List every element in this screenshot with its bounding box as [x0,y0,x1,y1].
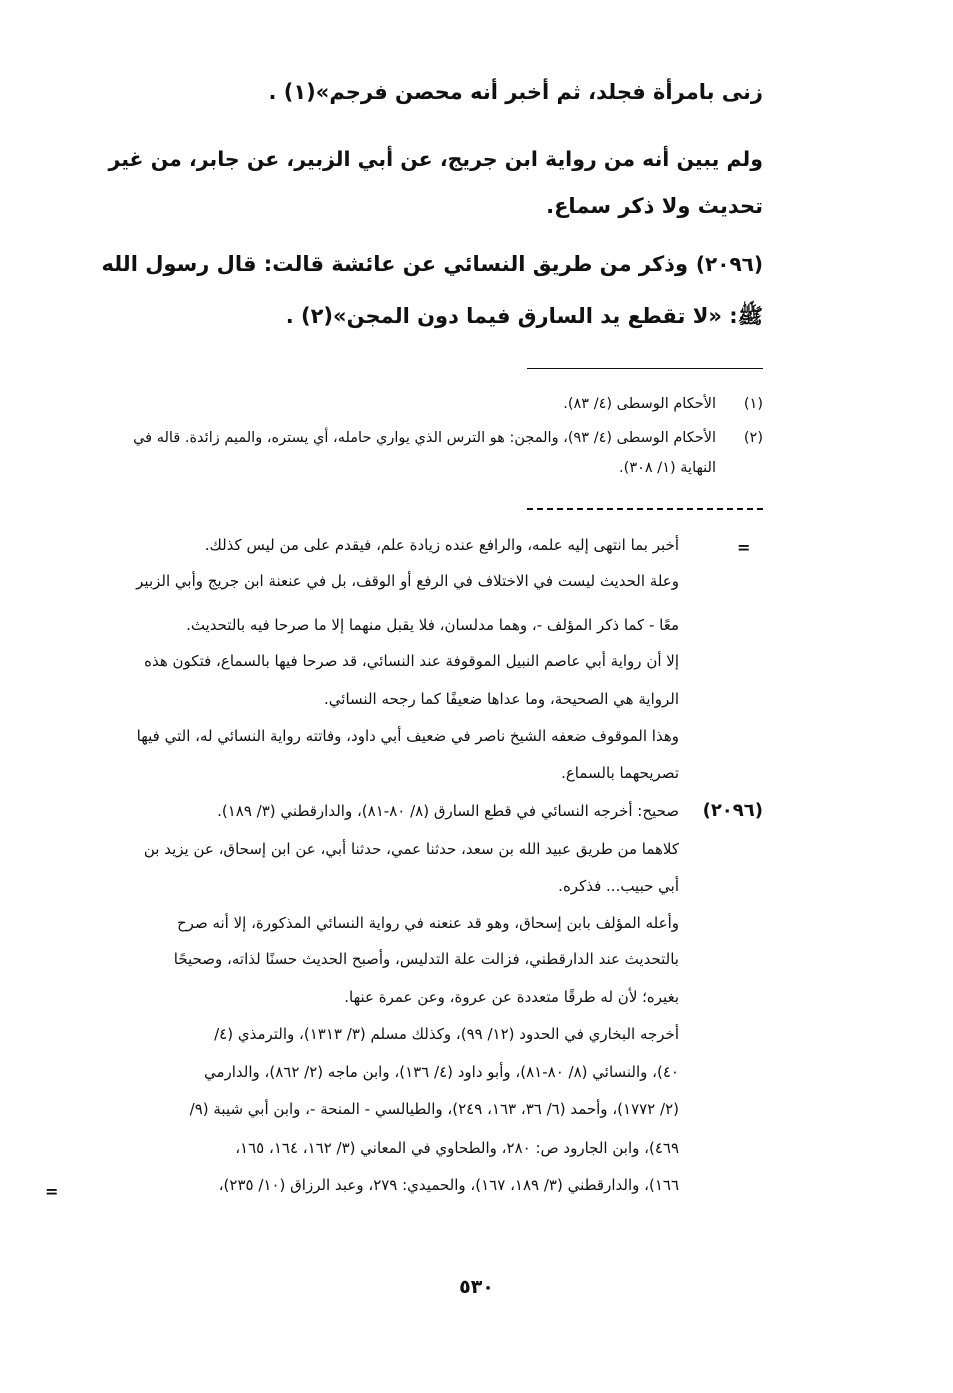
commentary-line-10: أبي حبيب... فذكره. [558,877,679,895]
commentary-line-8: صحيح: أخرجه النسائي في قطع السارق (٨/ ٨٠-٨١)، والدارقطني (٣/ ١٨٩). [217,802,679,820]
main-text-line-4: وذكر من طريق النسائي عن عائشة قالت: قال رسول الله [101,252,688,276]
commentary-line-2: وعلة الحديث ليست في الاختلاف في الرفع أو الوقف، بل في عنعنة ابن جريج وأبي الزبير [136,572,679,590]
commentary-separator [527,508,763,510]
page-number: ٥٣٠ [459,1276,494,1298]
commentary-line-18: ١٦٦)، والدارقطني (٣/ ١٨٩، ١٦٧)، والحميدي: ٢٧٩، وعبد الرزاق (١٠/ ٢٣٥)، [218,1176,679,1194]
commentary-line-4: إلا أن رواية أبي عاصم النبيل الموقوفة عند النسائي، قد صرحا فيها بالسماع، فتكون هذه [144,652,679,670]
continuation-end-mark: = [45,1182,59,1201]
commentary-line-3: معًا - كما ذكر المؤلف -، وهما مدلسان، فلا يقبل منهما إلا ما صرحا فيه بالتحديث. [186,616,679,634]
footnote-separator [527,368,763,369]
footnote-2-text: الأحكام الوسطى (٤/ ٩٣)، والمجن: هو الترس الذي يواري حامله، أي يستره، والميم زائدة. قاله في [133,430,716,446]
footnote-1-marker: (١) [743,396,763,412]
main-text-line-1: زنى بامرأة فجلد، ثم أخبر أنه محصن فرجم»(١) . [268,80,763,104]
footnote-2-marker: (٢) [743,430,763,446]
commentary-line-15: ٤٠)، والنسائي (٨/ ٨٠-٨١)، وأبو داود (٤/ ١٣٦)، وابن ماجه (٢/ ٨٦٢)، والدارمي [203,1063,679,1081]
hadith-number: (٢٠٩٦) [695,252,763,276]
main-text-line-5: ﷺ: «لا تقطع يد السارق فيما دون المجن»(٢) . [285,304,763,328]
main-text-line-2: ولم يبين أنه من رواية ابن جريج، عن أبي الزبير، عن جابر، من غير [108,147,763,171]
commentary-hadith-number: (٢٠٩٦) [702,800,763,821]
commentary-line-17: ٤٦٩)، وابن الجارود ص: ٢٨٠، والطحاوي في المعاني (٣/ ١٦٢، ١٦٤، ١٦٥، [235,1139,679,1157]
footnote-2-text-continued: النهاية (١/ ٣٠٨). [619,460,716,476]
commentary-line-16: (٢/ ١٧٧٢)، وأحمد (٦/ ٣٦، ١٦٣، ٢٤٩)، والطيالسي - المنحة -، وابن أبي شيبة (٩/ [189,1100,679,1118]
footnote-1-text: الأحكام الوسطى (٤/ ٨٣). [563,396,716,412]
continuation-mark: = [737,538,751,557]
commentary-line-13: بغيره؛ لأن له طرقًا متعددة عن عروة، وعن عمرة عنها. [344,988,679,1006]
commentary-line-9: كلاهما من طريق عبيد الله بن سعد، حدثنا عمي، حدثنا أبي، عن ابن إسحاق، عن يزيد بن [143,840,679,858]
commentary-line-11: وأعله المؤلف بابن إسحاق، وهو قد عنعنه في رواية النسائي المذكورة، إلا أنه صرح [176,914,679,932]
commentary-line-12: بالتحديث عند الدارقطني، فزالت علة التدليس، وأصبح الحديث حسنًا لذاته، وصحيحًا [173,950,679,968]
commentary-line-7: تصريحهما بالسماع. [561,764,679,782]
main-text-line-3: تحديث ولا ذكر سماع. [546,194,763,218]
commentary-line-1: أخبر بما انتهى إليه علمه، والرافع عنده زيادة علم، فيقدم على من ليس كذلك. [204,536,679,554]
commentary-line-14: أخرجه البخاري في الحدود (١٢/ ٩٩)، وكذلك مسلم (٣/ ١٣١٣)، والترمذي (٤/ [214,1025,679,1043]
commentary-line-6: وهذا الموقوف ضعفه الشيخ ناصر في ضعيف أبي داود، وفاتته رواية النسائي له، التي فيها [136,727,679,745]
commentary-line-5: الرواية هي الصحيحة، وما عداها ضعيفًا كما رجحه النسائي. [324,690,679,708]
